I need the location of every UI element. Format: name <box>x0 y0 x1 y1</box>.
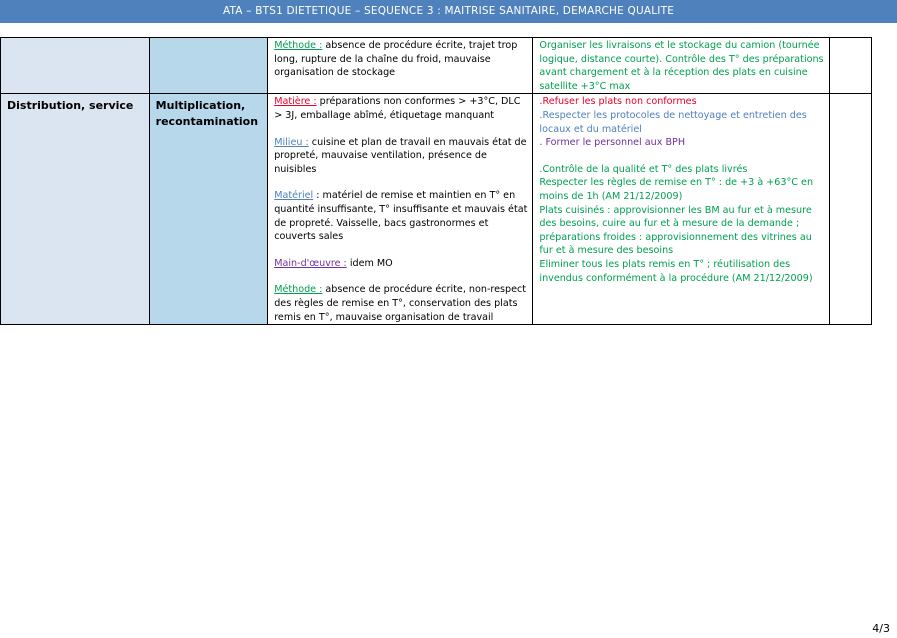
cause-label-mainoeuvre: Main-d'œuvre : <box>274 257 347 269</box>
cause-text-methode: absence de procédure écrite, trajet trop long, rupture de la chaîne du froid, mauvaise organisation de stockage <box>274 40 518 79</box>
action-nettoyage: .Respecter les protocoles de nettoyage et entretien des locaux et du matériel <box>539 109 807 135</box>
danger-label: Multiplication, recontamination <box>155 99 259 129</box>
danger-cell <box>149 94 268 325</box>
cause-text-methode: absence de procédure écrite, non-respect des règles de remise en T°, conservation des plats remis en T°, mauvaise organisation de travail <box>274 284 527 323</box>
haccp-table <box>0 37 872 325</box>
action-controle: .Contrôle de la qualité et T° des plats livrés Respecter les règles de remise en T° : de +3 à +63°C en moins de 1h (AM 21/12/2009) Plats cuisinés : approvisionner les BM au fur et à mesure des besoins, cuire au fur et à mesure de la demande ; préparations froides : approvisionnement des vitrines au fur et à mesure des besoins Eliminer tous les plats remis en T° ; réutilisation des invendus conformément à la procédure (AM 21/12/2009) <box>539 163 814 284</box>
cause-label-matiere: Matière : <box>274 96 317 108</box>
action-refuser: .Refuser les plats non conformes <box>539 96 697 108</box>
cause-matiere <box>274 95 527 122</box>
cause-materiel <box>274 189 527 243</box>
cause-label-materiel: Matériel <box>274 190 314 202</box>
causes-cell <box>268 38 533 94</box>
cause-text-milieu: cuisine et plan de travail en mauvais état de propreté, mauvaise ventilation, présence de nuisibles <box>274 136 527 175</box>
cause-text-matiere: préparations non conformes > +3°C, DLC > 3J, emballage abîmé, étiquetage manquant <box>274 96 521 121</box>
document-header-banner: ATA – BTS1 DIETETIQUE – SEQUENCE 3 : MAITRISE SANITAIRE, DEMARCHE QUALITE <box>0 0 897 23</box>
table-row <box>1 94 872 325</box>
cause-label-methode: Méthode : <box>274 284 323 296</box>
page-number: 4/3 <box>872 622 890 635</box>
cause-mainoeuvre <box>274 257 527 271</box>
step-label: Distribution, service <box>7 99 134 113</box>
causes-cell <box>268 94 533 325</box>
actions-cell <box>533 38 829 94</box>
cause-text-mainoeuvre: idem MO <box>346 257 393 269</box>
actions-cell <box>533 94 829 325</box>
table-row <box>1 38 872 94</box>
cause-methode <box>274 283 527 324</box>
step-cell-empty <box>1 38 150 94</box>
cause-milieu <box>274 136 527 177</box>
cause-text-materiel: : matériel de remise et maintien en T° en quantité insuffisante, T° insuffisante et mauvais état de propreté. Vaisselle, bacs gastronormes et couverts sales <box>274 190 528 243</box>
cause-label-methode: Méthode : <box>274 40 323 51</box>
extra-cell <box>829 94 871 325</box>
action-text: Organiser les livraisons et le stockage du camion (tournée logique, distance courte). Contrôle des T° des préparations avant chargement et à la réception des plats en cuisine satellite +3°C max <box>539 40 824 92</box>
cause-methode <box>274 39 527 80</box>
action-formation: . Former le personnel aux BPH <box>539 137 686 149</box>
cause-label-milieu: Milieu : <box>274 136 309 148</box>
danger-cell-empty <box>149 38 268 94</box>
step-cell <box>1 94 150 325</box>
extra-cell <box>829 38 871 94</box>
